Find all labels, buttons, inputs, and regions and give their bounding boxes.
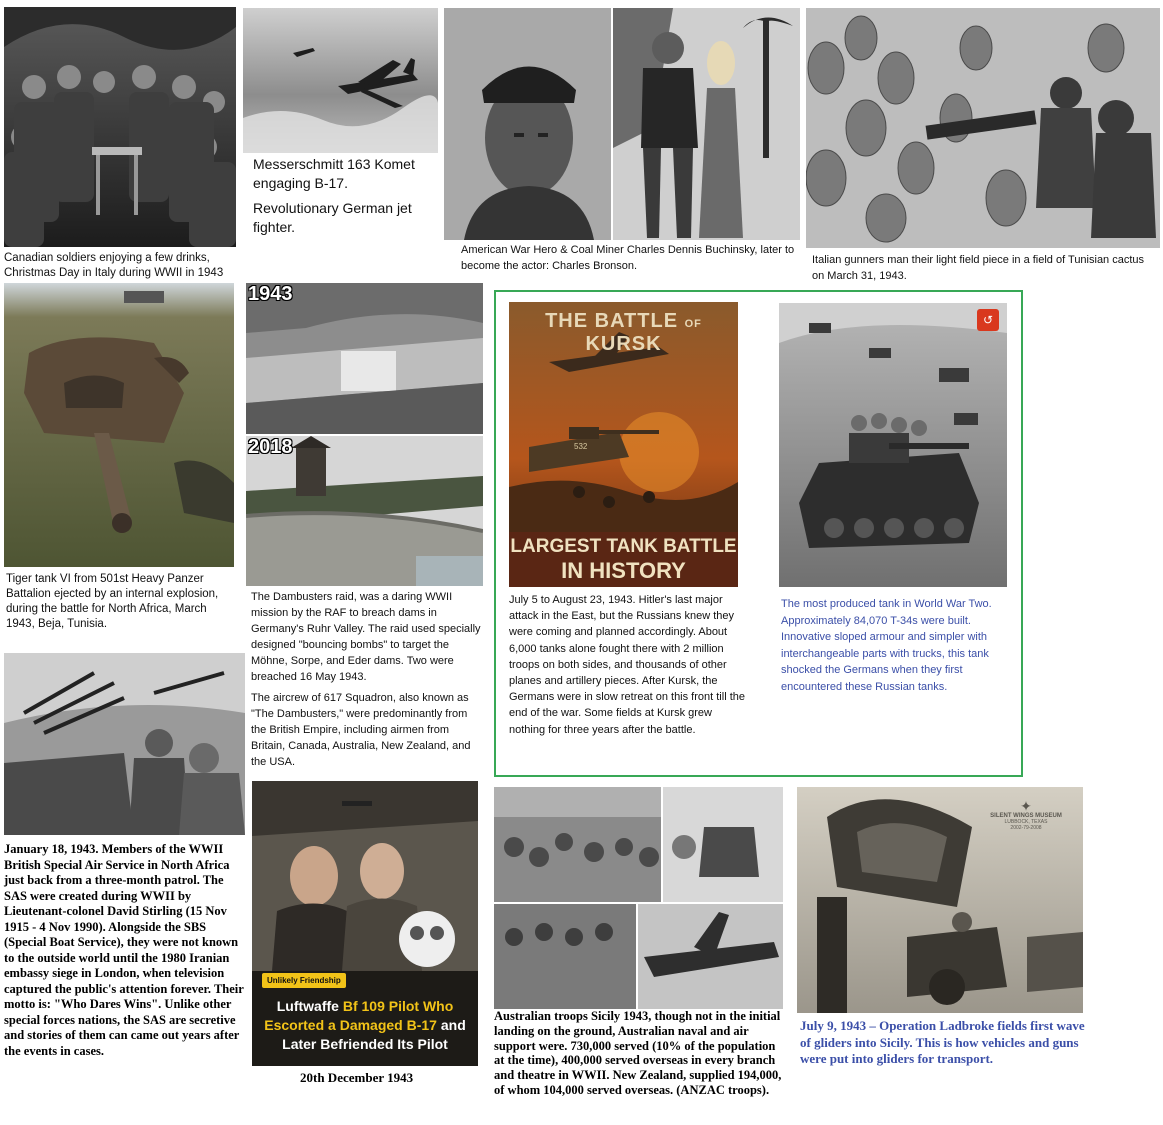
buchinsky-portrait-photo — [444, 8, 611, 240]
kursk-title-a: THE BATTLE — [545, 310, 679, 332]
headline-post: and Later Befriended Its Pilot — [282, 1017, 466, 1052]
tiger-tank-photo — [4, 283, 234, 567]
museum-line3: 2002-79-2008 — [1010, 825, 1042, 831]
glider-photo — [797, 787, 1083, 1013]
kursk-title-of: OF — [684, 318, 702, 330]
t34-photo — [779, 303, 1007, 587]
australia-caption: Australian troops Sicily 1943, though not in the initial landing on the ground, Australian naval and air support were. 730,000 served (10% of the population at the time), 400,000 served overseas in every branch and theatre in WWII. New Zealand, supplied 194,000, of whom 104,000 served overseas. (ANZAC troops). — [494, 1009, 782, 1097]
dambusters-caption-2: The aircrew of 617 Squadron, also known as "The Dambusters," were predominantly from the British Empire, including airmen from Britain, Canada, Australia, New Zealand, and the USA. — [251, 692, 471, 768]
australia-collage — [494, 787, 783, 1009]
luftwaffe-caption: 20th December 1943 — [300, 1070, 414, 1085]
museum-line2: LUBBOCK, TEXAS — [1004, 819, 1048, 825]
wings-icon: ✦ — [1020, 798, 1032, 814]
komet-b17-photo — [243, 8, 438, 153]
headline-highlight: Bf 109 Pilot Who Escorted a Damaged B-17 — [264, 998, 454, 1033]
kursk-poster-title — [509, 310, 738, 356]
unlikely-friendship-badge: Unlikely Friendship — [262, 973, 346, 988]
canadian-soldiers-caption: Canadian soldiers enjoying a few drinks, Christmas Day in Italy during WWII in 1943 — [4, 252, 224, 279]
share-icon[interactable]: ↺ — [977, 309, 999, 331]
t34-caption: The most produced tank in World War Two. Approximately 84,070 T-34s were built. Innovative sloped armour and simpler with interchangeable parts with trucks, this tank shocked the Germans when they first encountered these Russian tanks. — [781, 598, 992, 693]
dam-label-1943: 1943 — [248, 283, 293, 305]
bronson-caption: American War Hero & Coal Miner Charles Dennis Buchinsky, later to become the actor: Charles Bronson. — [461, 244, 795, 272]
kursk-tank-number: 532 — [574, 442, 588, 451]
glider-caption: July 9, 1943 – Operation Ladbroke fields first wave of gliders into Sicily. This is how vehicles and guns were put into gliders for transport. — [800, 1018, 1085, 1066]
sas-caption: January 18, 1943. Members of the WWII British Special Air Service in North Africa just back from a three-month patrol. The SAS were created during WWII by Lieutenant-colonel David Stirling (15 Nov 1915 - 4 Nov 1990). Alongside the SBS (Special Boat Service), they were not known to the outside world until the 1980 Iranian embassy siege in London, when television captured the public's attention forever. Their motto is: "Who Dares Wins". Unlike other special forces nations, the SAS are secretive and stories of them can came out years after the events in cases. — [4, 842, 244, 1058]
dam-label-2018: 2018 — [248, 436, 293, 458]
museum-line1: SILENT WINGS MUSEUM — [990, 813, 1062, 819]
headline-pre: Luftwaffe — [276, 998, 343, 1014]
kursk-footer-1: LARGEST TANK BATTLE — [510, 536, 737, 557]
kursk-title-b: KURSK — [585, 333, 662, 355]
komet-caption-line2: Revolutionary German jet fighter. — [253, 200, 412, 235]
luftwaffe-card — [252, 781, 478, 1066]
kursk-poster — [509, 302, 738, 587]
sas-photo — [4, 653, 245, 835]
canadian-soldiers-photo — [4, 7, 236, 247]
dambusters-caption-1: The Dambusters raid, was a daring WWII mission by the RAF to breach dams in Germany's Ruhr Valley. The raid used specially designed "bouncing bombs" to target the Möhne, Sorpe, and Eder dams. Two were breached 16 May 1943. — [251, 591, 481, 683]
bronson-couple-photo — [613, 8, 800, 240]
museum-watermark — [981, 799, 1071, 831]
luftwaffe-headline — [258, 997, 472, 1054]
italian-gunners-caption: Italian gunners man their light field piece in a field of Tunisian cactus on March 31, 1943. — [812, 254, 1145, 282]
kursk-footer-2: IN HISTORY — [561, 558, 686, 583]
dam-1943-photo — [246, 283, 483, 434]
kursk-caption: July 5 to August 23, 1943. Hitler's last major attack in the East, but the Russians knew they were coming and planned accordingly. About 6,000 tanks alone fought there with 2 million troops on both sides, and thousands of other planes and artillery pieces. After Kursk, the Germans were in slow retreat on this front till the end of the war. Some fields at Kursk grew nothing for three years after the battle. — [509, 594, 745, 736]
tiger-tank-caption: Tiger tank VI from 501st Heavy Panzer Battalion ejected by an internal explosion, during the battle for North Africa, March 1943, Beja, Tunisia. — [6, 573, 219, 630]
komet-caption-line1: Messerschmitt 163 Komet engaging B-17. — [253, 156, 415, 191]
italian-gunners-photo — [806, 8, 1160, 248]
dam-2018-photo — [246, 436, 483, 586]
